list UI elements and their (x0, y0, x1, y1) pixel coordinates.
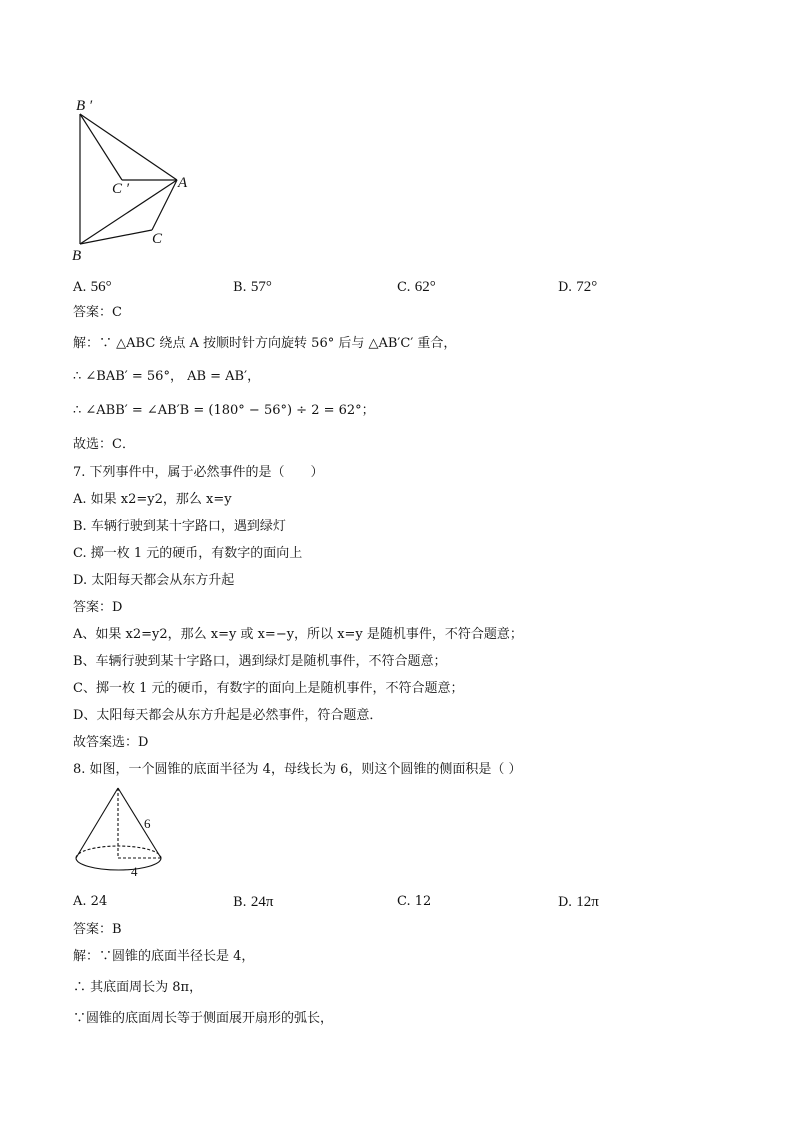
q7-solution-d: D、太阳每天都会从东方升起是必然事件，符合题意． (73, 708, 383, 723)
label-c: C (152, 231, 163, 247)
q7-option-a: A. 如果 x2=y2，那么 x=y (73, 492, 232, 507)
cone-left-slant (76, 788, 118, 858)
q6-option-c: C. 62° (397, 279, 436, 295)
cone-base-front (76, 858, 161, 870)
cone-slant-label: 6 (144, 816, 151, 831)
q8-question: 8. 如图，一个圆锥的底面半径为 4，母线长为 6，则这个圆锥的侧面积是（ ） (73, 762, 522, 777)
q8-solution-line-1: 解：∵圆锥的底面半径长是 4， (73, 949, 255, 964)
q6-answer: 答案：C (73, 305, 122, 320)
label-b-prime: B ′ (76, 98, 93, 114)
cone-radius-label: 4 (131, 864, 138, 879)
edge-bprime-a (80, 114, 177, 180)
q7-question: 7. 下列事件中，属于必然事件的是（ ） (73, 465, 324, 480)
label-b: B (72, 248, 82, 264)
q8-solution-line-2: ∴ 其底面周长为 8π， (73, 980, 203, 995)
q7-solution-c: C、掷一枚 1 元的硬币，有数字的面向上是随机事件，不符合题意； (73, 681, 464, 696)
q7-solution-b: B、车辆行驶到某十字路口，遇到绿灯是随机事件，不符合题意； (73, 654, 447, 669)
q8-option-c: C. 12 (397, 894, 432, 909)
q6-solution-line-3: ∴ ∠ABB′ = ∠AB′B = (180° − 56°) ÷ 2 = 62°； (73, 403, 375, 418)
q8-option-a: A. 24 (73, 894, 108, 909)
edge-bprime-cprime (80, 114, 122, 180)
q7-option-d: D. 太阳每天都会从东方升起 (73, 573, 235, 588)
q7-option-c: C. 掷一枚 1 元的硬币，有数字的面向上 (73, 546, 303, 561)
q6-conclusion: 故选：C． (73, 437, 135, 452)
label-c-prime: C ′ (112, 181, 130, 197)
q6-option-b: B. 57° (233, 279, 272, 295)
q7-conclusion: 故答案选：D (73, 735, 149, 750)
q7-answer: 答案：D (73, 600, 123, 615)
cone-base-back (76, 846, 161, 858)
edge-c-a (152, 180, 177, 230)
cone-figure (68, 782, 178, 882)
q7-option-b: B. 车辆行驶到某十字路口，遇到绿灯 (73, 519, 286, 534)
q8-solution-line-3: ∵圆锥的底面周长等于侧面展开扇形的弧长， (73, 1011, 334, 1026)
q8-option-b: B. 24π (233, 894, 274, 910)
q6-option-a: A. 56° (73, 279, 112, 295)
q6-solution-line-2: ∴ ∠BAB′ = 56°， AB = AB′， (73, 369, 261, 384)
q8-option-d: D. 12π (558, 894, 599, 910)
q6-option-d: D. 72° (558, 279, 598, 295)
q6-solution-line-1: 解：∵ △ABC 绕点 A 按顺时针方向旋转 56° 后与 △AB′C′ 重合， (73, 336, 457, 351)
label-a: A (178, 175, 188, 191)
rotation-triangle-figure (62, 92, 202, 264)
q8-answer: 答案：B (73, 922, 122, 937)
q7-solution-a: A、如果 x2=y2，那么 x=y 或 x=−y，所以 x=y 是随机事件，不符合题意； (73, 627, 523, 642)
